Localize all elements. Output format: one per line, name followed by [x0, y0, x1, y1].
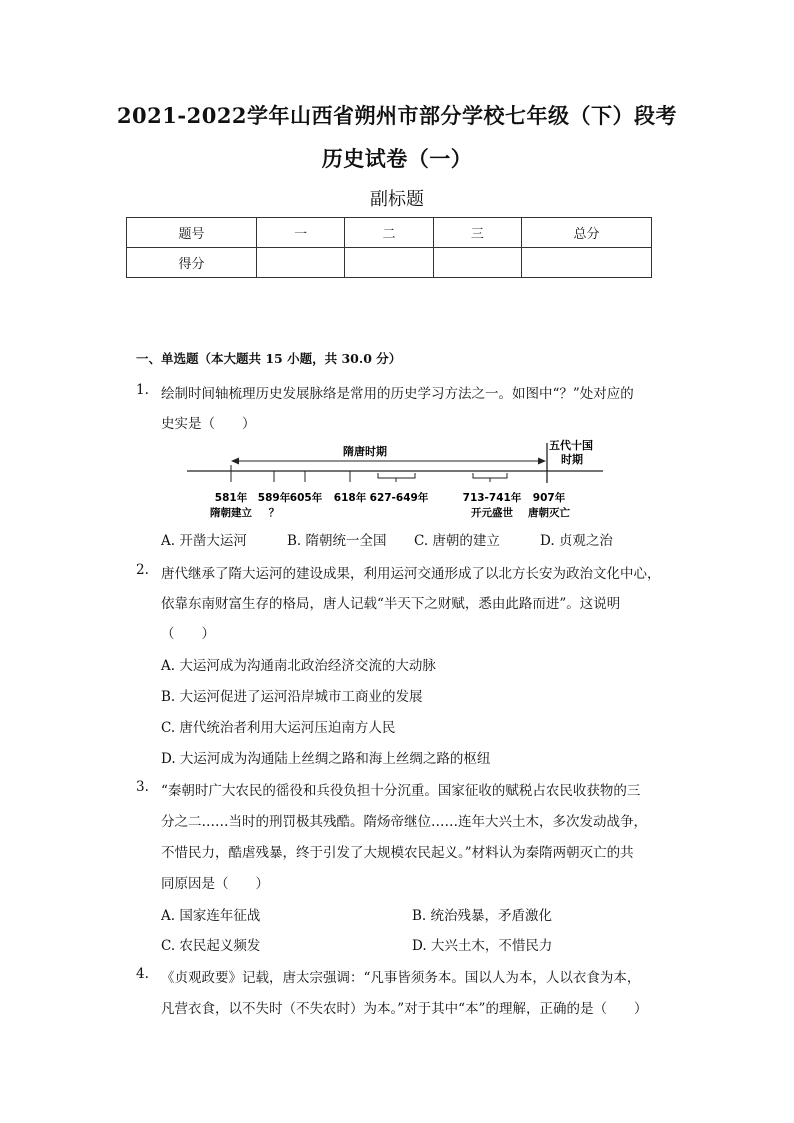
timeline-year-label: 618年 [333, 492, 367, 504]
timeline-caption: 开元盛世 [471, 507, 513, 519]
timeline-range-bracket [473, 473, 507, 482]
score-cell [345, 248, 433, 278]
question-number: 3. [136, 779, 149, 795]
score-cell [256, 248, 344, 278]
answer-option[interactable]: C. 农民起义频发 [161, 938, 261, 954]
timeline-figure [185, 437, 615, 522]
timeline-period-label: 隋唐时期 [343, 445, 387, 458]
question-number: 2. [136, 562, 149, 578]
answer-option[interactable]: B. 统治残暴，矛盾激化 [412, 908, 553, 924]
question-text-line: 依靠东南财富生存的格局，唐人记载“半天下之财赋，悉由此路而进”。这说明 [161, 596, 621, 612]
answer-option[interactable]: C. 唐代统治者利用大运河压迫南方人民 [161, 720, 396, 736]
question-text-line: 凡营衣食，以不失时（不失农时）为本。”对于其中“本”的理解，正确的是（ ） [161, 1001, 648, 1017]
timeline-year-label: 605年 [289, 492, 323, 504]
timeline-year-label: 907年 [532, 492, 566, 504]
timeline-range-bracket [378, 473, 415, 482]
timeline-year-label: 589年 [257, 492, 291, 504]
question-text-line: 《贞观政要》记载，唐太宗强调：“凡事皆须务本。国以人为本，人以衣食为本， [161, 970, 641, 986]
timeline-caption: ？ [268, 507, 280, 519]
answer-option[interactable]: A. 大运河成为沟通南北政治经济交流的大动脉 [161, 658, 436, 674]
score-cell: 得分 [127, 248, 257, 278]
answer-option[interactable]: D. 大兴土木，不惜民力 [412, 938, 553, 954]
question-text-line: （ ） [161, 626, 215, 642]
timeline-caption: 隋朝建立 [210, 507, 252, 519]
question-text-line: “秦朝时广大农民的徭役和兵役负担十分沉重。国家征收的赋税占农民收获物的三 [161, 783, 641, 799]
timeline-year-label: 713-741年 [462, 492, 522, 504]
score-cell: 总分 [522, 218, 652, 248]
score-cell [522, 248, 652, 278]
question-text-line: 分之二……当时的刑罚极其残酷。隋炀帝继位……连年大兴土木，多次发动战争， [161, 814, 647, 830]
answer-option[interactable]: A. 开凿大运河 [161, 533, 247, 549]
timeline-end-label: 时期 [561, 453, 583, 466]
score-cell: 二 [345, 218, 433, 248]
timeline-year-label: 581年 [214, 492, 248, 504]
score-cell: 三 [433, 218, 521, 248]
answer-option[interactable]: C. 唐朝的建立 [414, 533, 500, 549]
score-table-score-row [127, 248, 652, 278]
answer-option[interactable]: B. 大运河促进了运河沿岸城市工商业的发展 [161, 689, 423, 705]
score-cell: 题号 [127, 218, 257, 248]
score-cell [433, 248, 521, 278]
exam-subtitle: 副标题 [370, 189, 424, 210]
timeline-end-label: 五代十国 [549, 439, 593, 452]
score-cell: 一 [256, 218, 344, 248]
score-table [126, 217, 652, 278]
exam-title-line-1: 2021-2022学年山西省朔州市部分学校七年级（下）段考 [116, 103, 678, 128]
timeline-year-label: 627-649年 [369, 492, 429, 504]
score-table-header-row [127, 218, 652, 248]
answer-option[interactable]: A. 国家连年征战 [161, 908, 261, 924]
section-heading: 一、单选题（本大题共 15 小题，共 30.0 分） [136, 351, 402, 366]
timeline-caption: 唐朝灭亡 [528, 507, 570, 519]
answer-option[interactable]: D. 贞观之治 [540, 533, 613, 549]
answer-option[interactable]: D. 大运河成为沟通陆上丝绸之路和海上丝绸之路的枢纽 [161, 751, 491, 767]
question-text-line: 史实是（ ） [161, 416, 256, 432]
question-text-line: 唐代继承了隋大运河的建设成果，利用运河交通形成了以北方长安为政治文化中心， [161, 566, 661, 582]
question-text-line: 不惜民力，酷虐残暴，终于引发了大规模农民起义。”材料认为秦隋两朝灭亡的共 [161, 845, 634, 861]
question-number: 1. [136, 382, 149, 398]
question-number: 4. [136, 966, 149, 982]
answer-option[interactable]: B. 隋朝统一全国 [287, 533, 387, 549]
question-text-line: 绘制时间轴梳理历史发展脉络是常用的历史学习方法之一。如图中“？”处对应的 [161, 386, 634, 402]
question-text-line: 同原因是（ ） [161, 876, 269, 892]
exam-title-line-2: 历史试卷（一） [321, 146, 473, 171]
